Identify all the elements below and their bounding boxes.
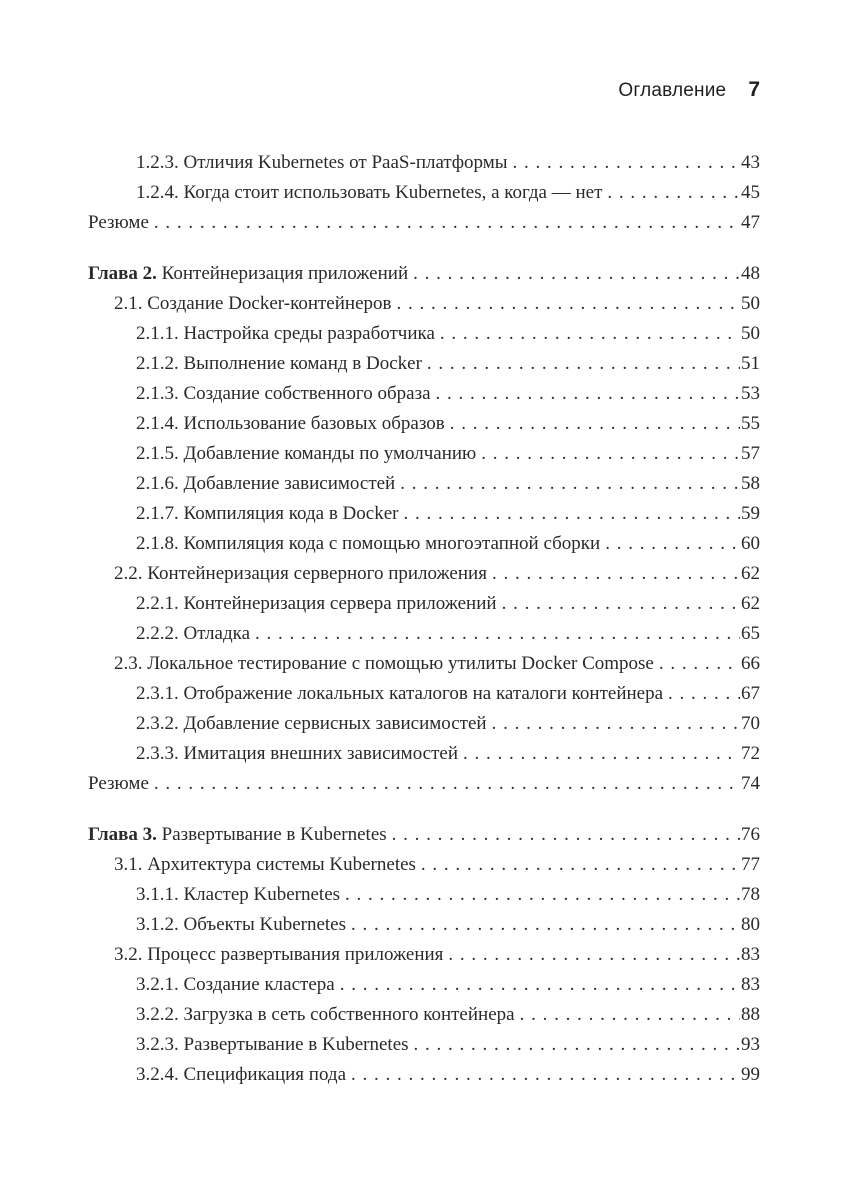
toc-entry-page: 50 [741,323,760,344]
toc-row [88,499,760,529]
toc-entry-text: Резюме [88,773,149,794]
toc-row [88,970,760,1000]
toc-entry-page: 57 [741,443,760,464]
toc-row [88,1060,760,1090]
dot-leader [255,619,740,649]
toc-entry-text: 2.3.1. Отображение локальных каталогов на каталоги контейнера [136,683,664,704]
toc-entry-title [114,559,487,589]
toc-row [88,379,760,409]
toc-entry-title [136,1030,409,1060]
toc-entry-page: 70 [741,713,760,734]
dot-leader [436,379,740,409]
toc-entry-page: 60 [741,533,760,554]
toc-entry-title [136,739,458,769]
toc-entry-title [136,619,250,649]
toc-row [88,439,760,469]
toc-row [88,739,760,769]
toc-entry-page: 66 [741,653,760,674]
toc-entry-page: 83 [741,974,760,995]
toc-entry-page: 78 [741,884,760,905]
toc-entry-title [136,709,487,739]
toc-row [88,619,760,649]
toc-row [88,769,760,799]
toc-row [88,1030,760,1060]
toc-entry-page: 50 [741,293,760,314]
toc-entry-page: 51 [741,353,760,374]
toc-entry-text: 2.1.7. Компиляция кода в Docker [136,503,399,524]
dot-leader [502,589,740,619]
toc-row [88,208,760,238]
dot-leader [605,529,740,559]
toc-entry-text: 2.1.4. Использование базовых образов [136,413,445,434]
toc-entry-title [136,439,476,469]
toc-entry-text: 2.1. Создание Docker-контейнеров [114,293,392,314]
toc-row [88,940,760,970]
dot-leader [414,1030,740,1060]
toc-entry-title [136,499,398,529]
page-header [88,78,760,102]
dot-leader [659,649,740,679]
toc-entry-page: 67 [741,683,760,704]
dot-leader [427,349,740,379]
toc-row [88,589,760,619]
toc-entry-text: 2.1.6. Добавление зависимостей [136,473,396,494]
toc-row [88,850,760,880]
toc-entry-title [88,208,149,238]
dot-leader [400,469,740,499]
dot-leader [154,769,740,799]
toc-row [88,409,760,439]
toc-entry-text: 3.1.2. Объекты Kubernetes [136,914,346,935]
dot-leader [448,940,740,970]
dot-leader [403,499,740,529]
toc-entry-title [114,940,443,970]
toc-entry-text: 2.3. Локальное тестирование с помощью утилиты Docker Compose [114,653,654,674]
toc-entry-text: 2.1.8. Компиляция кода с помощью многоэтапной сборки [136,533,601,554]
toc-entry-title [136,379,431,409]
toc-entry-title [136,319,435,349]
toc-entry-page: 93 [741,1034,760,1055]
toc-row [88,679,760,709]
toc-row [88,259,760,289]
toc-entry-page: 48 [741,263,760,284]
dot-leader [413,259,740,289]
toc-row [88,910,760,940]
toc-entry-title [136,349,422,379]
dot-leader [450,409,740,439]
toc-entry-text: 2.1.3. Создание собственного образа [136,383,431,404]
toc-entry-text: Развертывание в Kubernetes [161,824,387,845]
dot-leader [513,148,740,178]
toc-entry-title [136,1060,346,1090]
dot-leader [340,970,740,1000]
toc-entry-text: Контейнеризация приложений [161,263,409,284]
dot-leader [392,820,740,850]
toc-row [88,148,760,178]
toc-entry-text: 2.1.1. Настройка среды разработчика [136,323,435,344]
toc-row [88,178,760,208]
toc-chapter-prefix: Глава 2. [88,263,162,284]
toc-entry-page: 55 [741,413,760,434]
toc-row [88,709,760,739]
toc-entry-page: 59 [741,503,760,524]
toc-entry-page: 72 [741,743,760,764]
dot-leader [351,1060,740,1090]
toc-entry-text: 3.2.3. Развертывание в Kubernetes [136,1034,409,1055]
dot-leader [463,739,740,769]
toc-entry-page: 99 [741,1064,760,1085]
toc-entry-page: 62 [741,563,760,584]
toc-entry-text: 3.1. Архитектура системы Kubernetes [114,854,416,875]
toc-entry-text: 2.2.1. Контейнеризация сервера приложений [136,593,497,614]
toc-entry-text: 3.2. Процесс развертывания приложения [114,944,444,965]
toc-row [88,469,760,499]
toc-row [88,529,760,559]
toc-entry-title [88,259,408,289]
toc-entry-text: 1.2.3. Отличия Kubernetes от PaaS-платформы [136,152,508,173]
dot-leader [351,910,740,940]
toc-row [88,559,760,589]
toc-entry-text: 2.1.2. Выполнение команд в Docker [136,353,422,374]
dot-leader [154,208,740,238]
dot-leader [345,880,740,910]
toc-entry-page: 62 [741,593,760,614]
toc-entry-page: 74 [741,773,760,794]
toc-entry-title [88,769,149,799]
toc-entry-page: 88 [741,1004,760,1025]
toc-entry-text: Резюме [88,212,149,233]
toc-entry-page: 65 [741,623,760,644]
page-number: 7 [748,78,760,101]
toc-entry-text: 2.3.3. Имитация внешних зависимостей [136,743,459,764]
toc-row [88,289,760,319]
toc-entry-page: 77 [741,854,760,875]
toc-entry-page: 83 [741,944,760,965]
toc-entry-title [114,649,654,679]
toc-entry-text: 3.2.1. Создание кластера [136,974,335,995]
dot-leader [520,1000,740,1030]
toc-entry-text: 3.2.2. Загрузка в сеть собственного контейнера [136,1004,515,1025]
toc-entry-title [114,289,391,319]
toc-row [88,820,760,850]
toc-entry-text: 1.2.4. Когда стоит использовать Kubernetes, а когда — нет [136,182,603,203]
toc-entry-title [136,910,346,940]
toc-entry-page: 47 [741,212,760,233]
toc-entry-title [88,820,387,850]
toc-entry-page: 58 [741,473,760,494]
dot-leader [421,850,740,880]
toc-entry-text: 2.2. Контейнеризация серверного приложения [114,563,487,584]
toc-entry-text: 3.2.4. Спецификация пода [136,1064,347,1085]
dot-leader [492,559,740,589]
toc-entry-page: 53 [741,383,760,404]
toc-entry-page: 45 [741,182,760,203]
toc-row [88,1000,760,1030]
toc-entry-title [136,469,395,499]
toc-entry-text: 3.1.1. Кластер Kubernetes [136,884,341,905]
toc-entry-title [136,880,340,910]
toc-entry-title [136,178,602,208]
toc-row [88,349,760,379]
toc-entry-text: 2.2.2. Отладка [136,623,251,644]
toc-entry-title [136,148,508,178]
toc-entry-page: 43 [741,152,760,173]
toc-row [88,319,760,349]
dot-leader [492,709,740,739]
toc-entry-title [136,970,335,1000]
toc-entry-title [114,850,416,880]
dot-leader [440,319,740,349]
toc-entry-page: 80 [741,914,760,935]
toc-entry-text: 2.1.5. Добавление команды по умолчанию [136,443,477,464]
toc-entry-title [136,679,663,709]
toc-row [88,649,760,679]
toc-entry-title [136,589,497,619]
table-of-contents [88,148,760,1090]
toc-entry-page: 76 [741,824,760,845]
toc-chapter-prefix: Глава 3. [88,824,162,845]
dot-leader [607,178,740,208]
dot-leader [668,679,740,709]
dot-leader [481,439,740,469]
dot-leader [396,289,740,319]
toc-row [88,880,760,910]
running-head-title: Оглавление [618,80,727,101]
toc-entry-title [136,1000,515,1030]
toc-entry-title [136,409,445,439]
toc-entry-title [136,529,600,559]
toc-entry-text: 2.3.2. Добавление сервисных зависимостей [136,713,487,734]
